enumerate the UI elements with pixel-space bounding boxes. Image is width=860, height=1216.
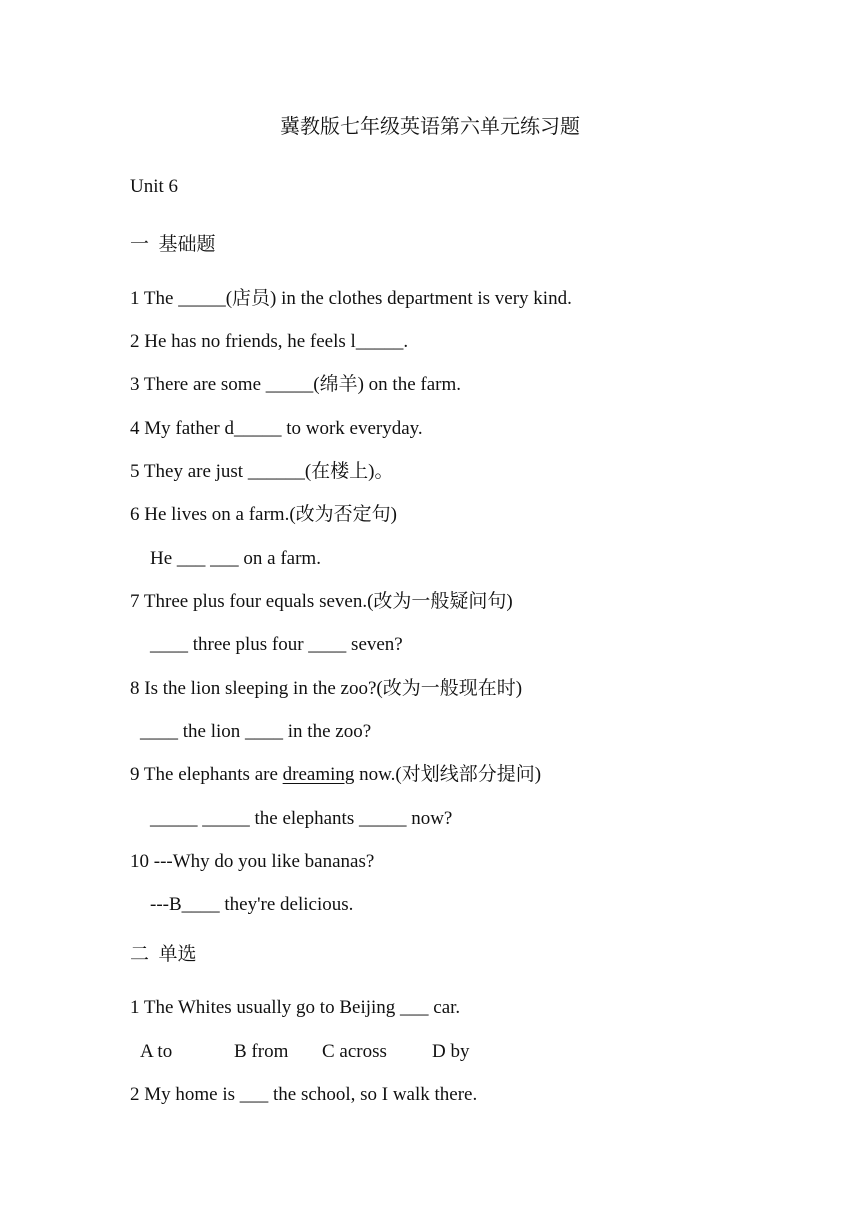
s1-question-6: 6 He lives on a farm.(改为否定句) — [130, 504, 397, 525]
section1-heading: 一 基础题 — [130, 234, 216, 255]
s2-question-1-options — [140, 1040, 469, 1064]
option-d: D by — [432, 1041, 470, 1062]
s1-question-9-answer: _____ _____ the elephants _____ now? — [150, 808, 453, 829]
s1-question-8-answer: ____ the lion ____ in the zoo? — [140, 721, 372, 742]
s1-question-9 — [130, 763, 541, 787]
s1-question-7: 7 Three plus four equals seven.(改为一般疑问句) — [130, 591, 513, 612]
s1-question-7-answer: ____ three plus four ____ seven? — [150, 634, 403, 655]
option-c: C across — [322, 1041, 387, 1062]
s1-question-8: 8 Is the lion sleeping in the zoo?(改为一般现在时) — [130, 678, 523, 699]
s1-question-10-answer: ---B____ they're delicious. — [150, 894, 354, 915]
s1-question-3: 3 There are some _____(绵羊) on the farm. — [130, 374, 461, 395]
document-title: 冀教版七年级英语第六单元练习题 — [280, 116, 580, 138]
s1-question-4: 4 My father d_____ to work everyday. — [130, 418, 423, 439]
s1-question-10: 10 ---Why do you like bananas? — [130, 851, 375, 872]
option-a: A to — [140, 1041, 173, 1062]
option-b: B from — [234, 1041, 289, 1062]
s2-question-1: 1 The Whites usually go to Beijing ___ car. — [130, 997, 461, 1018]
q9-suffix: now.(对划线部分提问) — [354, 764, 542, 785]
s1-question-5: 5 They are just ______(在楼上)。 — [130, 461, 394, 482]
section2-heading: 二 单选 — [130, 944, 197, 965]
s1-question-1: 1 The _____(店员) in the clothes department is very kind. — [130, 288, 572, 309]
s2-question-2: 2 My home is ___ the school, so I walk there. — [130, 1084, 478, 1105]
unit-label: Unit 6 — [130, 176, 179, 197]
s1-question-2: 2 He has no friends, he feels l_____. — [130, 331, 409, 352]
q9-underlined-word: dreaming — [282, 764, 355, 785]
s1-question-6-answer: He ___ ___ on a farm. — [150, 548, 321, 569]
q9-prefix: 9 The elephants are — [130, 764, 283, 785]
